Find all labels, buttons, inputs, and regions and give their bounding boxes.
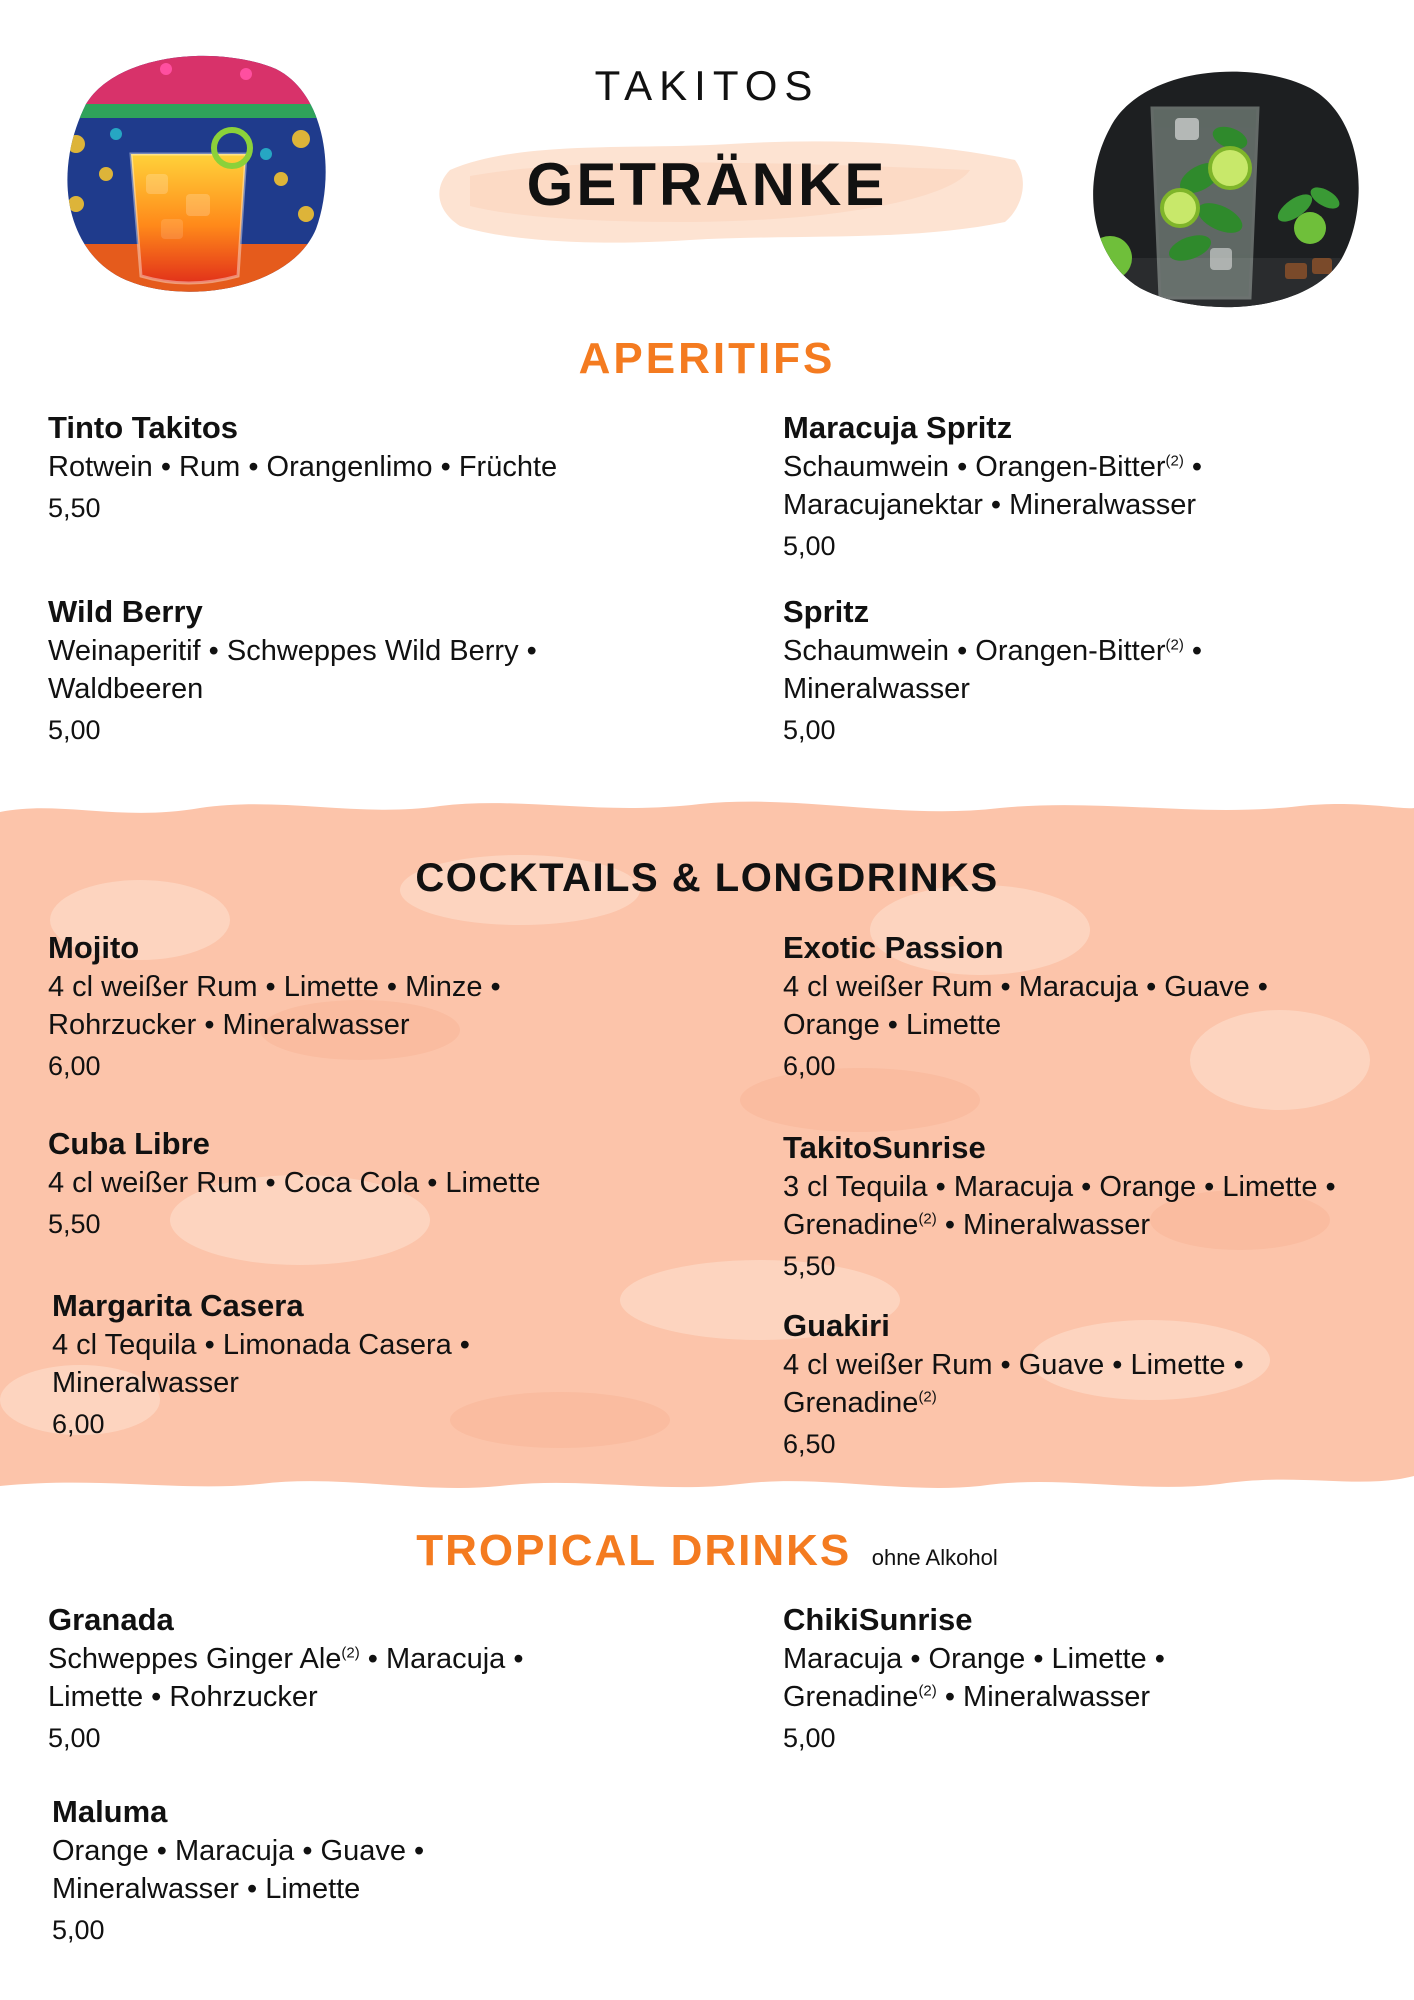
item-description: Maracuja • Orange • Limette • Grenadine$^{(2)}$ • Mineralwasser	[783, 1643, 1165, 1713]
item-name: Wild Berry	[48, 594, 203, 629]
item-price: 6,00	[783, 1051, 836, 1081]
item-price: 5,50	[48, 493, 101, 523]
menu-item	[783, 1600, 1303, 1758]
item-description: Weinaperitif • Schweppes Wild Berry • Waldbeeren	[48, 635, 537, 705]
item-name: Exotic Passion	[783, 930, 1004, 965]
page-title: GETRÄNKE	[526, 151, 888, 218]
item-name: Spritz	[783, 594, 870, 629]
item-name: Guakiri	[783, 1308, 890, 1343]
item-description: Schaumwein • Orangen-Bitter$^{(2)}$ • Maracujanektar • Mineralwasser	[783, 451, 1203, 521]
footnote-marker: (2)	[918, 1210, 937, 1228]
footnote-marker: (2)	[918, 1682, 937, 1700]
item-description: 4 cl Tequila • Limonada Casera • Mineralwasser	[52, 1329, 470, 1399]
item-price: 5,00	[52, 1915, 105, 1945]
menu-item	[48, 928, 608, 1086]
item-description: Schaumwein • Orangen-Bitter$^{(2)}$ • Mineralwasser	[783, 635, 1203, 705]
menu-item	[48, 1600, 608, 1758]
item-name: Cuba Libre	[48, 1126, 210, 1161]
item-description: Schweppes Ginger Ale$^{(2)}$ • Maracuja • Limette • Rohrzucker	[48, 1643, 524, 1713]
section-title-tropical: TROPICAL DRINKS	[416, 1526, 852, 1575]
item-price: 5,00	[783, 531, 836, 561]
item-description: Orange • Maracuja • Guave • Mineralwasser • Limette	[52, 1835, 425, 1905]
menu-item	[48, 1124, 648, 1244]
menu-item	[783, 408, 1263, 566]
item-name: Maluma	[52, 1794, 168, 1829]
menu-item	[783, 928, 1343, 1086]
section-heading-tropical	[0, 1526, 1414, 1576]
item-description: 4 cl weißer Rum • Coca Cola • Limette	[48, 1167, 541, 1199]
menu-item	[52, 1792, 552, 1950]
item-price: 5,50	[48, 1209, 101, 1239]
footnote-marker: (2)	[341, 1644, 360, 1662]
section-note: ohne Alkohol	[871, 1545, 998, 1570]
item-price: 6,00	[48, 1051, 101, 1081]
menu-item	[52, 1286, 572, 1444]
item-description: 3 cl Tequila • Maracuja • Orange • Limette • Grenadine$^{(2)}$ • Mineralwasser	[783, 1171, 1336, 1241]
section-title-aperitifs: APERITIFS	[578, 334, 836, 383]
footnote-marker: (2)	[1165, 636, 1184, 654]
item-price: 5,00	[783, 715, 836, 745]
brand-name: TAKITOS	[594, 62, 820, 109]
menu-item	[48, 592, 608, 750]
item-description: 4 cl weißer Rum • Guave • Limette • Grenadine$^{(2)}$	[783, 1349, 1244, 1419]
menu-item	[783, 592, 1263, 750]
item-name: TakitoSunrise	[783, 1130, 986, 1165]
menu-item	[783, 1128, 1373, 1286]
item-name: ChikiSunrise	[783, 1602, 973, 1637]
menu-item	[783, 1306, 1343, 1464]
item-description: 4 cl weißer Rum • Maracuja • Guave • Orange • Limette	[783, 971, 1268, 1041]
footnote-marker: (2)	[1165, 452, 1184, 470]
item-name: Maracuja Spritz	[783, 410, 1013, 445]
item-description: Rotwein • Rum • Orangenlimo • Früchte	[48, 451, 558, 483]
item-price: 5,00	[48, 1723, 101, 1753]
item-price: 5,50	[783, 1251, 836, 1281]
item-price: 6,00	[52, 1409, 105, 1439]
item-price: 5,00	[783, 1723, 836, 1753]
item-name: Granada	[48, 1602, 174, 1637]
menu-item	[48, 408, 608, 528]
item-price: 6,50	[783, 1429, 836, 1459]
item-name: Margarita Casera	[52, 1288, 304, 1323]
item-name: Tinto Takitos	[48, 410, 239, 445]
section-title-cocktails: COCKTAILS & LONGDRINKS	[415, 856, 999, 900]
footnote-marker: (2)	[918, 1388, 937, 1406]
item-name: Mojito	[48, 930, 140, 965]
item-description: 4 cl weißer Rum • Limette • Minze • Rohrzucker • Mineralwasser	[48, 971, 501, 1041]
item-price: 5,00	[48, 715, 101, 745]
